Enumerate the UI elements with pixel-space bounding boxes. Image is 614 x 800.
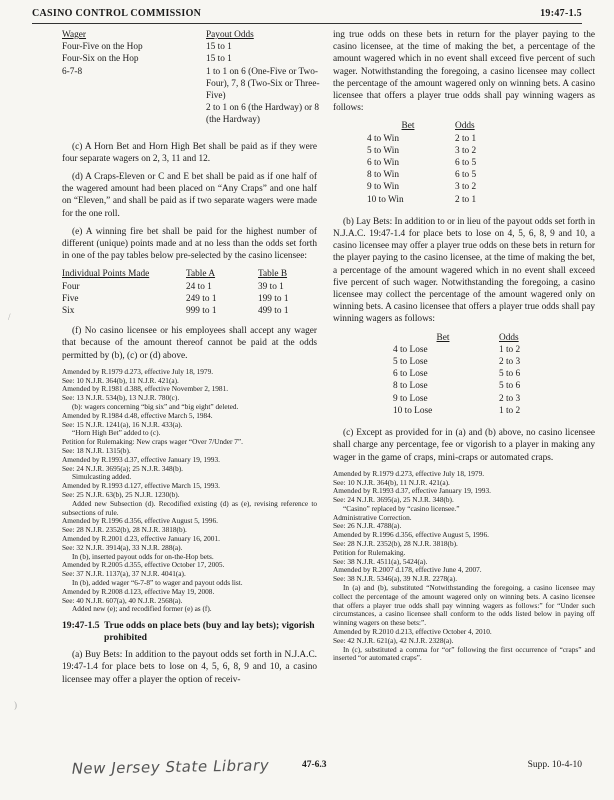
amendment-line: See: 32 N.J.R. 3914(a), 33 N.J.R. 288(a). (62, 542, 183, 552)
margin-mark: / (8, 312, 11, 322)
amendment-line: See: 40 N.J.R. 607(a), 40 N.J.R. 2568(a). (62, 595, 183, 605)
odds-cell: 2 to 3 (499, 357, 521, 368)
amendment-note: In (b), inserted payout odds for on-the-Hop bets. (72, 551, 214, 561)
points-header: Individual Points Made (62, 269, 150, 280)
bet-cell: 8 to Lose (393, 381, 428, 392)
payout-cell: 1 to 1 on 6 (One-Five or Two-Four), 7, 8 (Two-Six or Three-Five) (206, 66, 320, 102)
amendment-line: See: 18 N.J.R. 1315(b). (62, 446, 131, 456)
paragraph-f: (f) No casino licensee or his employees shall accept any wager that because of the amount thereof cannot be paid at the odds permitted by (b), (c) or (d) above. (62, 326, 317, 361)
amendment-note: Simulcasting added. (72, 472, 132, 482)
amendment-line: Amended by R.1979 d.273, effective July 18, 1979. (333, 468, 485, 478)
fire-bet-pay-table (62, 268, 317, 317)
amendment-line: Amended by R.2010 d.213, effective October 4, 2010. (333, 627, 492, 637)
amendment-line: Amended by R.1979 d.273, effective July 18, 1979. (62, 366, 214, 376)
amendment-history-right (333, 470, 595, 664)
amendment-note: (b): wagers concerning “big six” and “big eight” deleted. (72, 402, 239, 412)
header-title: CASINO CONTROL COMMISSION (32, 8, 202, 19)
odds-cell: 5 to 6 (499, 381, 521, 392)
bet-cell: 5 to Lose (393, 357, 428, 368)
odds-cell: 1 to 2 (499, 405, 521, 416)
table-a-cell: 24 to 1 (186, 281, 212, 292)
amendment-line: See: 28 N.J.R. 2352(b), 28 N.J.R. 3818(b). (333, 539, 458, 549)
bet-header: Bet (401, 121, 415, 132)
amendment-line: Amended by R.2001 d.23, effective January 16, 2001. (62, 534, 220, 544)
points-cell: Four (62, 281, 80, 292)
amendment-history-left (62, 368, 317, 614)
wager-payout-table (62, 29, 320, 127)
amendment-line: See: 15 N.J.R. 1241(a), 16 N.J.R. 433(a). (62, 419, 183, 429)
paragraph-d: (d) A Craps-Eleven or C and E bet shall be paid as if one half of the wagered amount had been placed on “Any Craps” and one half on “Eleven,” and shall be paid as if two separate wagers were made for the one roll. (62, 172, 317, 219)
paragraph-a-start: (a) Buy Bets: In addition to the payout odds set forth in N.J.A.C. 19:47-1.4 for place bets to lose on 4, 5, 6, 8, 9 and 10, a casino licensee may offer a player the option of receiv- (62, 650, 317, 685)
paragraph-e: (e) A winning fire bet shall be paid for the highest number of different (unique) points made and at no less than the odds set forth in one of the pay tables below pre-selected by the casino licensee: (62, 226, 317, 262)
bet-cell: 4 to Lose (393, 344, 428, 355)
table-b-header: Table B (258, 269, 288, 280)
amendment-line: Amended by R.1996 d.356, effective August 5, 1996. (62, 516, 218, 526)
amendment-line: See: 25 N.J.R. 63(b), 25 N.J.R. 1230(b). (62, 490, 180, 500)
amendment-line: See: 10 N.J.R. 364(b), 11 N.J.R. 421(a). (333, 477, 450, 487)
table-a-cell: 249 to 1 (186, 293, 217, 304)
bet-header: Bet (436, 332, 450, 343)
bet-cell: 6 to Win (367, 158, 399, 169)
paragraph-c-right: (c) Except as provided for in (a) and (b) above, no casino licensee shall charge any percentage, fee or vigorish to a player in making any wager in the game of craps, mini-craps or automated craps. (333, 428, 595, 463)
paragraph-b: (b) Lay Bets: In addition to or in lieu of the payout odds set forth in N.J.A.C. 19:47-1.4 for place bets to lose on 4, 5, 6, 8, 9 and 10, a casino licensee may offer a player true odds on these bets in return for the player paying to the casino licensee, at the time of making the bet, a percentage of the amount wagered which in no event shall exceed five percent of such wager. Notwithstanding the foregoing, a casino licensee may collect the percentage of the amount wagered only on winning bets. A casino licensee that offers a player true odds shall pay winning wagers as follows: (333, 216, 595, 325)
section-title: True odds on place bets (buy and lay bets); vigorish prohibited (104, 620, 315, 644)
odds-cell: 6 to 5 (455, 170, 477, 181)
section-heading (62, 620, 317, 644)
paragraph-a-continued: ing true odds on these bets in return for the player paying to the casino licensee, at the time of making the bet, a percentage of the amount wagered which in no event shall exceed five percent of such wager. Notwithstanding the foregoing, a casino licensee may collect the percentage of the amount wagered only on winning bets. A casino licensee that offers a player true odds shall pay winning wagers as follows: (333, 30, 595, 114)
bet-cell: 10 to Lose (393, 405, 433, 416)
amendment-line: Amended by R.1984 d.48, effective March 5, 1984. (62, 410, 213, 420)
amendment-note: In (b), added wager “6-7-8” to wager and payout odds list. (72, 578, 243, 587)
odds-cell: 2 to 1 (455, 194, 477, 205)
amendment-line: Petition for Rulemaking: New craps wager “Over 7/Under 7”. (62, 437, 243, 447)
wager-cell: Four-Five on the Hop (62, 42, 143, 53)
table-b-cell: 39 to 1 (258, 281, 284, 292)
amendment-line: See: 24 N.J.R. 3695(a); 25 N.J.R. 348(b). (62, 463, 183, 473)
wager-cell: Four-Six on the Hop (62, 54, 139, 65)
bet-cell: 6 to Lose (393, 369, 428, 380)
amendment-note: Added new (e); and recodified former (e) as (f). (72, 604, 212, 614)
amendment-note: “Casino” replaced by “casino licensee.” (343, 503, 460, 513)
right-column (333, 29, 595, 668)
header-section-number: 19:47-1.5 (540, 8, 582, 19)
amendment-line: Amended by R.1981 d.388, effective November 2, 1981. (62, 384, 229, 394)
payout-header: Payout Odds (206, 30, 254, 40)
odds-header: Odds (499, 332, 519, 343)
odds-cell: 6 to 5 (455, 158, 477, 169)
table-a-header: Table A (186, 269, 216, 280)
margin-mark: ) (14, 700, 17, 710)
amendment-line: See: 24 N.J.R. 3695(a), 25 N.J.R. 348(b). (333, 495, 454, 505)
amendment-note: In (c), substituted a comma for “or” following the first occurrence of “craps” and inserted “or automated craps”. (333, 644, 595, 663)
supplement-date: Supp. 10-4-10 (527, 760, 582, 770)
table-b-cell: 199 to 1 (258, 293, 289, 304)
running-header (32, 8, 582, 24)
odds-cell: 3 to 2 (455, 182, 477, 193)
wager-header: Wager (62, 30, 87, 40)
amendment-line: Administrative Correction. (333, 512, 412, 522)
page-number: 47-6.3 (302, 760, 327, 770)
amendment-line: See: 13 N.J.R. 534(b), 13 N.J.R. 780(c). (62, 393, 180, 403)
amendment-line: Amended by R.1993 d.37, effective January 19, 1993. (333, 486, 491, 496)
table-b-cell: 499 to 1 (258, 306, 289, 317)
amendment-line: Amended by R.1996 d.356, effective August 5, 1996. (333, 530, 489, 540)
amendment-note: In (a) and (b), substituted “Notwithstanding the foregoing, a casino licensee may collect the percentage of the amount wagered only on winning bets. A casino licensee that offers a player true odds shall pay winning wagers as follows:” for “Under such circumstances, a casino licensee shall conform to the odds listed below in paying off winning wagers on these bets:”. (333, 583, 595, 628)
page-footer (32, 748, 582, 788)
table-a-cell: 999 to 1 (186, 306, 217, 317)
odds-cell: 2 to 3 (499, 393, 521, 404)
points-cell: Five (62, 293, 79, 304)
payout-cell: 15 to 1 (206, 42, 232, 53)
section-number: 19:47-1.5 (62, 620, 100, 632)
amendment-line: Petition for Rulemaking. (333, 547, 406, 557)
lay-bet-odds-table (393, 332, 595, 417)
bet-cell: 9 to Win (367, 182, 399, 193)
amendment-line: See: 10 N.J.R. 364(b), 11 N.J.R. 421(a). (62, 375, 179, 385)
odds-cell: 3 to 2 (455, 145, 477, 156)
bet-cell: 10 to Win (367, 194, 404, 205)
bet-cell: 5 to Win (367, 145, 399, 156)
points-cell: Six (62, 306, 75, 317)
odds-cell: 1 to 2 (499, 344, 521, 355)
amendment-note: “Horn High Bet” added to (c). (72, 428, 161, 438)
bet-cell: 8 to Win (367, 170, 399, 181)
library-watermark: New Jersey State Library (70, 756, 271, 778)
buy-bet-odds-table (367, 120, 595, 205)
bet-cell: 4 to Win (367, 133, 399, 144)
paragraph-c: (c) A Horn Bet and Horn High Bet shall be paid as if they were four separate wagers on 2, 3, 11 and 12. (62, 141, 317, 164)
amendment-line: See: 28 N.J.R. 2352(b), 28 N.J.R. 3818(b). (62, 525, 187, 535)
odds-header: Odds (455, 121, 475, 132)
wager-cell: 6-7-8 (62, 66, 83, 77)
left-column (62, 29, 320, 692)
amendment-line: Amended by R.2005 d.355, effective October 17, 2005. (62, 560, 225, 570)
bet-cell: 9 to Lose (393, 393, 428, 404)
amendment-line: Amended by R.2007 d.178, effective June 4, 2007. (333, 565, 482, 575)
odds-cell: 2 to 1 (455, 133, 477, 144)
amendment-line: See: 42 N.J.R. 621(a), 42 N.J.R. 2328(a). (333, 635, 454, 645)
odds-cell: 5 to 6 (499, 369, 521, 380)
payout-cell: 2 to 1 on 6 (the Hardway) or 8 (the Hardway) (206, 103, 320, 126)
amendment-line: Amended by R.1993 d.37, effective January 19, 1993. (62, 454, 220, 464)
amendment-line: Amended by R.1993 d.127, effective March 15, 1993. (62, 481, 220, 491)
amendment-line: See: 38 N.J.R. 4511(a), 5424(a). (333, 556, 428, 566)
amendment-line: See: 38 N.J.R. 5346(a), 39 N.J.R. 2278(a). (333, 574, 458, 584)
wager-cell (62, 102, 200, 126)
amendment-line: See: 26 N.J.R. 4788(a). (333, 521, 402, 531)
amendment-line: Amended by R.2008 d.123, effective May 19, 2008. (62, 586, 215, 596)
payout-cell: 15 to 1 (206, 54, 232, 65)
amendment-line: See: 37 N.J.R. 1137(a), 37 N.J.R. 4041(a). (62, 569, 186, 579)
amendment-note: Added new Subsection (d). Recodified existing (d) as (e), revising reference to subsections of rule. (62, 498, 317, 517)
